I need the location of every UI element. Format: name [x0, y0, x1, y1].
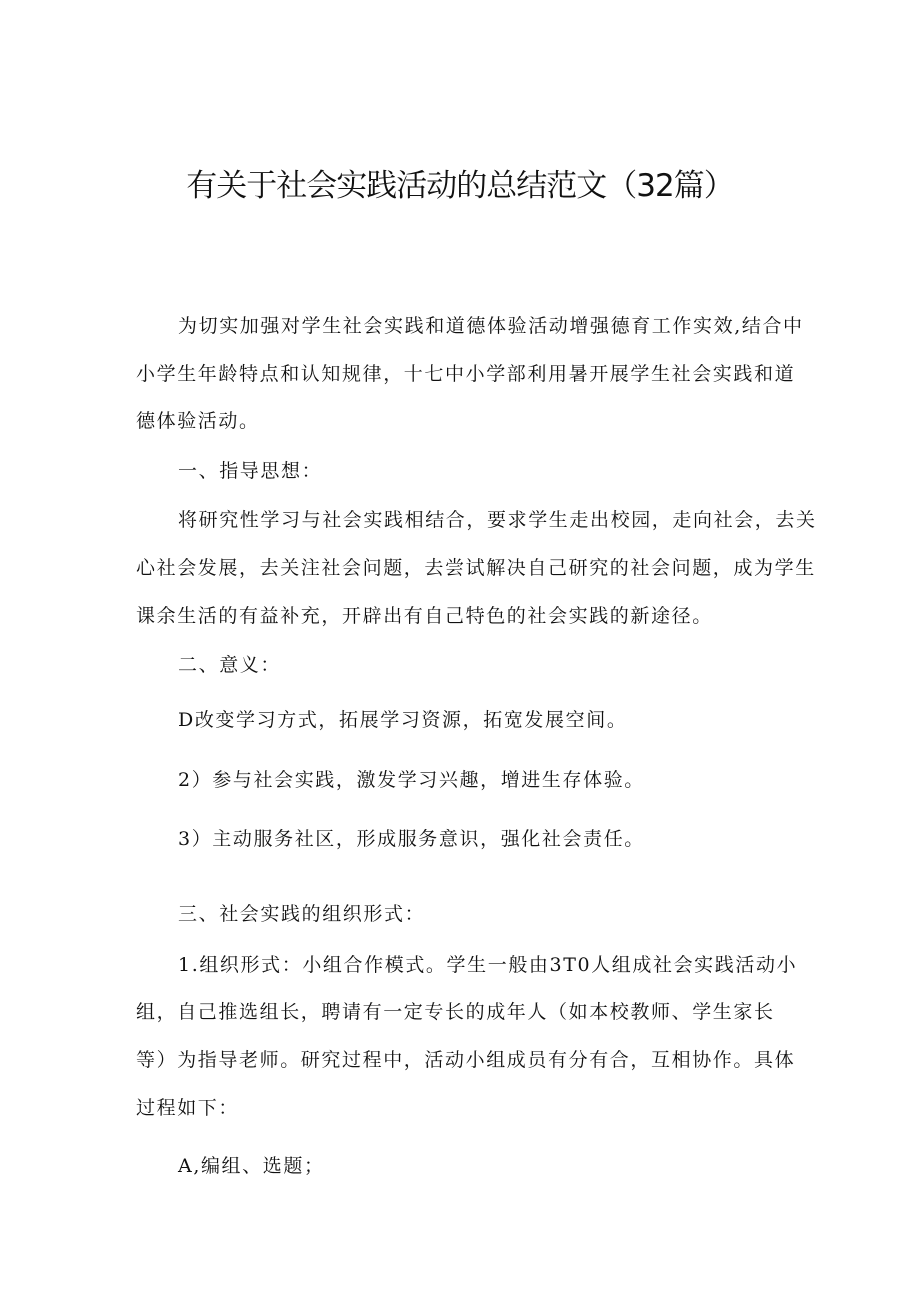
- paragraph-line: 小学生年龄特点和认知规律，十七中小学部利用暑开展学生社会实践和道: [136, 363, 796, 385]
- list-item: D改变学习方式，拓展学习资源，拓宽发展空间。: [178, 709, 628, 731]
- paragraph-line: 课余生活的有益补充，开辟出有自己特色的社会实践的新途径。: [136, 605, 713, 627]
- list-item: 2）参与社会实践，激发学习兴趣，增进生存体验。: [178, 769, 645, 791]
- paragraph-line: 为切实加强对学生社会实践和道德体验活动增强德育工作实效,结合中: [178, 315, 804, 337]
- paragraph-line: 将研究性学习与社会实践相结合，要求学生走出校园，走向社会，去关: [178, 509, 817, 531]
- section-heading: 三、社会实践的组织形式：: [178, 903, 426, 925]
- paragraph-line: 组，自己推选组长，聘请有一定专长的成年人（如本校教师、学生家长: [136, 1001, 775, 1023]
- paragraph-line: 过程如下：: [136, 1097, 240, 1119]
- document-title: 有关于社会实践活动的总结范文（32篇）: [186, 168, 734, 204]
- paragraph-line: 心社会发展，去关注社会问题，去尝试解决自己研究的社会问题，成为学生: [136, 557, 816, 579]
- list-item: 3）主动服务社区，形成服务意识，强化社会责任。: [178, 828, 645, 850]
- list-item: A,编组、选题；: [178, 1155, 325, 1177]
- section-heading: 一、指导思想：: [178, 460, 323, 482]
- paragraph-line: 德体验活动。: [136, 410, 260, 432]
- paragraph-line: 等）为指导老师。研究过程中，活动小组成员有分有合，互相协作。具体: [136, 1049, 796, 1071]
- paragraph-line: 1.组织形式：小组合作模式。学生一般由3T0人组成社会实践活动小: [178, 954, 798, 976]
- section-heading: 二、意义：: [178, 654, 282, 676]
